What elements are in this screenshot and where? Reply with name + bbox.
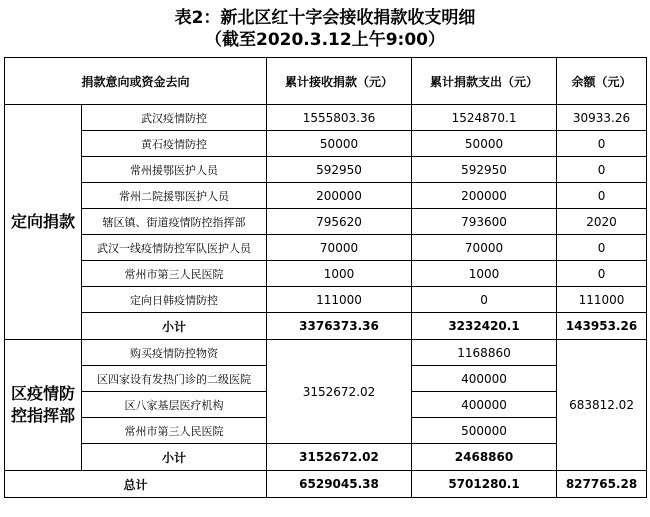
row-spent: 70000 [412, 235, 557, 261]
total-spent: 5701280.1 [412, 471, 557, 498]
row-balance: 0 [557, 131, 647, 157]
group2-received: 3152672.02 [267, 340, 412, 444]
row-spent: 1168860 [412, 340, 557, 366]
row-received: 1555803.36 [267, 105, 412, 131]
subtotal-row [5, 313, 647, 340]
row-received: 592950 [267, 157, 412, 183]
row-received: 111000 [267, 287, 412, 313]
row-spent: 500000 [412, 418, 557, 444]
total-label: 总计 [5, 471, 267, 498]
table-row [5, 157, 647, 183]
row-name: 区八家基层医疗机构 [82, 392, 267, 418]
row-balance: 30933.26 [557, 105, 647, 131]
total-row [5, 471, 647, 498]
row-spent: 200000 [412, 183, 557, 209]
row-spent: 592950 [412, 157, 557, 183]
table-title: 表2：新北区红十字会接收捐款收支明细 [174, 8, 476, 28]
header-balance: 余额（元） [557, 58, 647, 105]
header-category: 捐款意向或资金去向 [5, 58, 267, 105]
row-name: 辖区镇、街道疫情防控指挥部 [82, 209, 267, 235]
subtotal-spent: 3232420.1 [412, 313, 557, 340]
row-name: 区四家设有发热门诊的二级医院 [82, 366, 267, 392]
row-name: 定向日韩疫情防控 [82, 287, 267, 313]
table-row [5, 340, 647, 366]
row-spent: 400000 [412, 392, 557, 418]
donation-table [4, 57, 647, 498]
row-name: 黄石疫情防控 [82, 131, 267, 157]
table-subtitle: （截至2020.3.12上午9:00） [204, 30, 445, 50]
table-row [5, 131, 647, 157]
row-balance: 111000 [557, 287, 647, 313]
subtotal-row [5, 444, 647, 471]
subtotal-label: 小计 [82, 444, 267, 471]
row-spent: 793600 [412, 209, 557, 235]
table-row [5, 105, 647, 131]
group-label-district: 区疫情防控指挥部 [5, 340, 82, 471]
table-row [5, 235, 647, 261]
row-spent: 0 [412, 287, 557, 313]
row-balance: 0 [557, 235, 647, 261]
row-spent: 400000 [412, 366, 557, 392]
total-balance: 827765.28 [557, 471, 647, 498]
row-name: 常州市第三人民医院 [82, 261, 267, 287]
row-spent: 1000 [412, 261, 557, 287]
row-received: 795620 [267, 209, 412, 235]
row-name: 常州市第三人民医院 [82, 418, 267, 444]
row-name: 武汉疫情防控 [82, 105, 267, 131]
subtotal-received: 3152672.02 [267, 444, 412, 471]
total-received: 6529045.38 [267, 471, 412, 498]
table-row [5, 287, 647, 313]
row-received: 1000 [267, 261, 412, 287]
subtotal-label: 小计 [82, 313, 267, 340]
table-row [5, 209, 647, 235]
row-received: 70000 [267, 235, 412, 261]
row-received: 200000 [267, 183, 412, 209]
header-received: 累计接收捐款（元） [267, 58, 412, 105]
header-spent: 累计捐款支出（元） [412, 58, 557, 105]
table-row [5, 183, 647, 209]
row-name: 常州二院援鄂医护人员 [82, 183, 267, 209]
row-name: 常州援鄂医护人员 [82, 157, 267, 183]
subtotal-received: 3376373.36 [267, 313, 412, 340]
row-balance: 0 [557, 157, 647, 183]
row-name: 武汉一线疫情防控军队医护人员 [82, 235, 267, 261]
group2-balance: 683812.02 [557, 340, 647, 471]
row-received: 50000 [267, 131, 412, 157]
group-label-directed: 定向捐款 [5, 105, 82, 340]
table-row [5, 261, 647, 287]
row-name: 购买疫情防控物资 [82, 340, 267, 366]
subtotal-balance: 143953.26 [557, 313, 647, 340]
row-balance: 0 [557, 183, 647, 209]
row-spent: 50000 [412, 131, 557, 157]
header-row [5, 58, 647, 105]
subtotal-spent: 2468860 [412, 444, 557, 471]
row-balance: 2020 [557, 209, 647, 235]
row-spent: 1524870.1 [412, 105, 557, 131]
row-balance: 0 [557, 261, 647, 287]
